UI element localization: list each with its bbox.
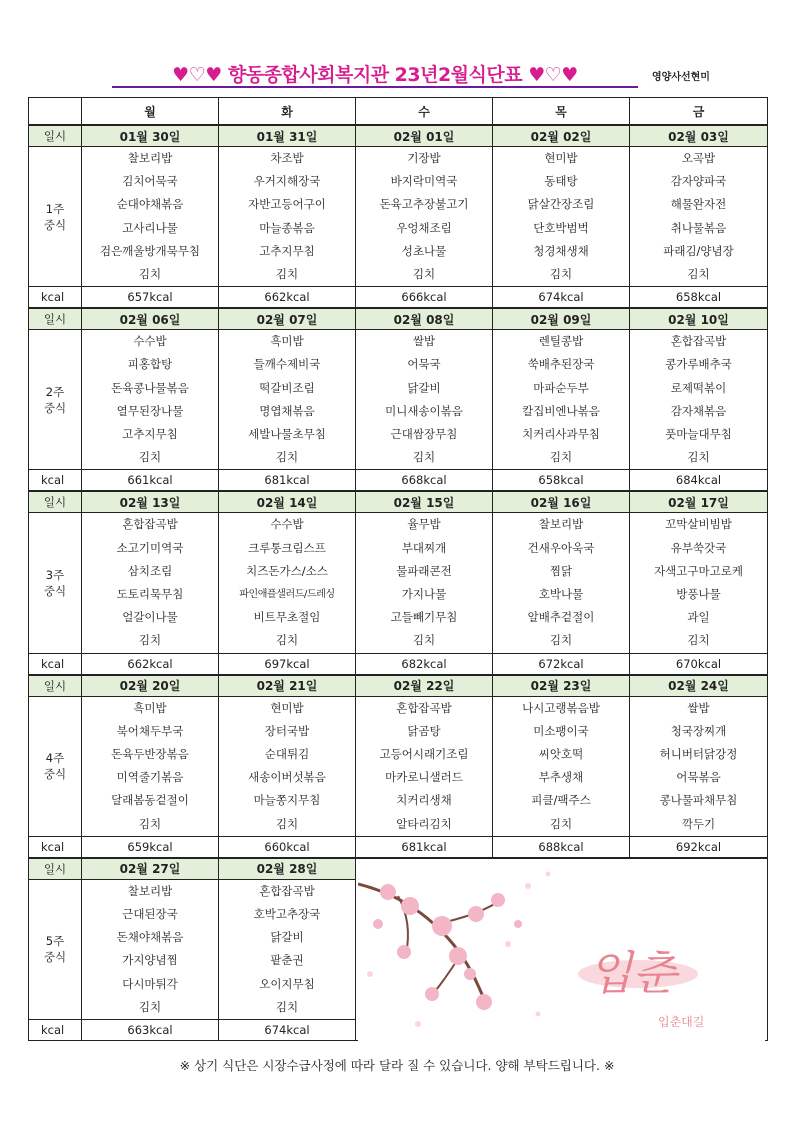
menu-row <box>29 423 768 446</box>
menu-item: 김치 <box>82 813 219 837</box>
menu-item: 닭갈비 <box>356 377 493 400</box>
menu-row <box>29 560 768 583</box>
menu-item: 피클/팩주스 <box>493 789 630 812</box>
menu-item: 자반고등어구이 <box>219 193 356 216</box>
menu-item: 콩가루배추국 <box>630 353 768 376</box>
page-title: ♥♡♥ 향동종합사회복지관 23년2월식단표 ♥♡♥ <box>172 64 578 86</box>
date-cell: 02월 07일 <box>219 308 356 330</box>
menu-item: 찰보리밥 <box>493 513 630 537</box>
date-cell: 02월 01일 <box>356 125 493 147</box>
date-label: 일시 <box>29 491 82 513</box>
week-label <box>29 696 82 836</box>
menu-item: 김치 <box>630 263 768 287</box>
kcal-value: 674kcal <box>493 287 630 309</box>
week-number: 1주 <box>45 201 65 216</box>
menu-item: 혼합잡곡밥 <box>356 696 493 720</box>
menu-item: 닭살간장조림 <box>493 193 630 216</box>
menu-item: 우엉채조림 <box>356 217 493 240</box>
kcal-label: kcal <box>29 836 82 858</box>
menu-item: 마카로니샐러드 <box>356 766 493 789</box>
menu-item: 알타리김치 <box>356 813 493 837</box>
date-row <box>29 125 768 147</box>
menu-row <box>29 629 768 653</box>
menu-row <box>29 743 768 766</box>
meal-type: 중식 <box>43 217 67 232</box>
kcal-value: 662kcal <box>219 287 356 309</box>
kcal-label: kcal <box>29 287 82 309</box>
title-underline <box>112 86 638 88</box>
menu-item: 미니새송이볶음 <box>356 400 493 423</box>
menu-item: 새송이버섯볶음 <box>219 766 356 789</box>
date-label: 일시 <box>29 308 82 330</box>
menu-item: 고추지무침 <box>82 423 219 446</box>
date-cell: 02월 06일 <box>82 308 219 330</box>
kcal-value: 697kcal <box>219 653 356 675</box>
week-number: 2주 <box>45 384 65 399</box>
date-cell: 02월 16일 <box>493 491 630 513</box>
menu-item: 김치 <box>219 813 356 837</box>
brush-calligraphy <box>578 946 704 1029</box>
week-label <box>29 879 82 1019</box>
menu-item: 김치 <box>630 446 768 470</box>
menu-item: 자색고구마고로케 <box>630 560 768 583</box>
menu-item: 장터국밥 <box>219 720 356 743</box>
menu-row <box>29 446 768 470</box>
kcal-value: 659kcal <box>82 836 219 858</box>
menu-item: 김치 <box>82 263 219 287</box>
menu-item: 칼집비엔나볶음 <box>493 400 630 423</box>
week-number: 4주 <box>45 751 65 766</box>
menu-item: 혼합잡곡밥 <box>82 513 219 537</box>
footer-note: ※ 상기 식단은 시장수급사정에 따라 달라 질 수 있습니다. 양해 부탁드립니다. ※ <box>179 1058 615 1073</box>
menu-item: 북어채두부국 <box>82 720 219 743</box>
date-cell: 02월 22일 <box>356 675 493 697</box>
menu-item: 닭갈비 <box>219 926 356 949</box>
menu-item: 김치 <box>82 629 219 653</box>
menu-item: 단호박범벅 <box>493 217 630 240</box>
kcal-value: 682kcal <box>356 653 493 675</box>
kcal-value: 657kcal <box>82 287 219 309</box>
date-cell: 02월 03일 <box>630 125 768 147</box>
menu-row <box>29 193 768 216</box>
menu-item: 김치 <box>493 446 630 470</box>
menu-item: 비트무초절임 <box>219 606 356 629</box>
date-cell: 02월 08일 <box>356 308 493 330</box>
meal-type: 중식 <box>43 767 67 782</box>
day-header: 수 <box>356 98 493 126</box>
date-cell: 02월 13일 <box>82 491 219 513</box>
menu-item: 순대튀김 <box>219 743 356 766</box>
menu-item: 가지양념찜 <box>82 949 219 972</box>
menu-item: 기장밥 <box>356 147 493 171</box>
menu-row <box>29 263 768 287</box>
menu-item: 돈육두반장볶음 <box>82 743 219 766</box>
menu-item: 쌀밥 <box>630 696 768 720</box>
menu-item: 김치 <box>356 446 493 470</box>
date-cell: 02월 28일 <box>219 858 356 880</box>
menu-item: 파인애플샐러드/드레싱 <box>219 583 356 606</box>
menu-item: 떡갈비조림 <box>219 377 356 400</box>
kcal-row <box>29 836 768 858</box>
menu-item: 청국장찌개 <box>630 720 768 743</box>
date-cell: 02월 15일 <box>356 491 493 513</box>
menu-row <box>29 696 768 720</box>
menu-item: 명엽채볶음 <box>219 400 356 423</box>
kcal-label: kcal <box>29 470 82 492</box>
menu-item: 현미밥 <box>219 696 356 720</box>
kcal-value: 663kcal <box>82 1020 219 1041</box>
date-row <box>29 675 768 697</box>
menu-row <box>29 606 768 629</box>
date-cell: 01월 31일 <box>219 125 356 147</box>
menu-item: 치커리사과무침 <box>493 423 630 446</box>
menu-row <box>29 147 768 171</box>
menu-item: 김치 <box>493 263 630 287</box>
title-row <box>0 52 794 92</box>
kcal-value: 688kcal <box>493 836 630 858</box>
menu-item: 돈채야채볶음 <box>82 926 219 949</box>
menu-item: 꼬막살비빔밥 <box>630 513 768 537</box>
menu-item: 콩나물파채무침 <box>630 789 768 812</box>
header-corner <box>29 98 82 126</box>
day-header-row <box>29 98 768 126</box>
date-cell: 02월 10일 <box>630 308 768 330</box>
cherry-blossom-image <box>358 864 765 1052</box>
kcal-value: 668kcal <box>356 470 493 492</box>
menu-item: 감자양파국 <box>630 170 768 193</box>
menu-item: 렌틸콩밥 <box>493 330 630 354</box>
menu-item: 로제떡볶이 <box>630 377 768 400</box>
menu-row <box>29 813 768 837</box>
date-cell: 02월 24일 <box>630 675 768 697</box>
menu-item: 깍두기 <box>630 813 768 837</box>
kcal-value: 658kcal <box>630 287 768 309</box>
menu-row <box>29 583 768 606</box>
menu-item: 고등어시래기조림 <box>356 743 493 766</box>
menu-row <box>29 377 768 400</box>
menu-item: 차조밥 <box>219 147 356 171</box>
date-cell: 02월 21일 <box>219 675 356 697</box>
date-cell: 02월 09일 <box>493 308 630 330</box>
menu-item: 돈육콩나물볶음 <box>82 377 219 400</box>
kcal-value: 661kcal <box>82 470 219 492</box>
menu-item: 김치어묵국 <box>82 170 219 193</box>
date-row <box>29 308 768 330</box>
menu-item: 과일 <box>630 606 768 629</box>
menu-row <box>29 330 768 354</box>
date-row <box>29 491 768 513</box>
kcal-row <box>29 287 768 309</box>
menu-item: 순대야채볶음 <box>82 193 219 216</box>
menu-item: 미역줄기볶음 <box>82 766 219 789</box>
menu-item: 건새우아욱국 <box>493 537 630 560</box>
menu-item: 치커리생채 <box>356 789 493 812</box>
menu-item: 김치 <box>630 629 768 653</box>
kcal-value: 658kcal <box>493 470 630 492</box>
menu-item: 부추생채 <box>493 766 630 789</box>
menu-row <box>29 217 768 240</box>
date-cell: 02월 14일 <box>219 491 356 513</box>
menu-item: 근대쌈장무침 <box>356 423 493 446</box>
menu-item: 호박나물 <box>493 583 630 606</box>
menu-item: 김치 <box>493 813 630 837</box>
day-header: 금 <box>630 98 768 126</box>
menu-item: 달래봄동겉절이 <box>82 789 219 812</box>
menu-item: 율무밥 <box>356 513 493 537</box>
date-cell: 02월 27일 <box>82 858 219 880</box>
menu-item: 나시고랭볶음밥 <box>493 696 630 720</box>
menu-item: 호박고추장국 <box>219 903 356 926</box>
menu-item: 감자채볶음 <box>630 400 768 423</box>
menu-item: 찰보리밥 <box>82 147 219 171</box>
date-cell: 02월 20일 <box>82 675 219 697</box>
menu-item: 성초나물 <box>356 240 493 263</box>
menu-row <box>29 400 768 423</box>
menu-row <box>29 353 768 376</box>
menu-item: 방풍나물 <box>630 583 768 606</box>
author-label: 영양사선현미 <box>652 72 710 83</box>
meal-type: 중식 <box>43 584 67 599</box>
menu-item: 김치 <box>356 263 493 287</box>
menu-item: 고들빼기무침 <box>356 606 493 629</box>
menu-row <box>29 789 768 812</box>
kcal-value: 681kcal <box>356 836 493 858</box>
menu-item: 어묵볶음 <box>630 766 768 789</box>
menu-item: 동태탕 <box>493 170 630 193</box>
menu-item: 도토리묵무침 <box>82 583 219 606</box>
menu-item: 청경채생채 <box>493 240 630 263</box>
date-label: 일시 <box>29 858 82 880</box>
menu-item: 혼합잡곡밥 <box>219 879 356 903</box>
menu-item: 치즈돈가스/소스 <box>219 560 356 583</box>
spring-decoration <box>358 864 765 1052</box>
menu-item: 삼치조림 <box>82 560 219 583</box>
kcal-value: 666kcal <box>356 287 493 309</box>
menu-item: 쑥배추된장국 <box>493 353 630 376</box>
day-header: 화 <box>219 98 356 126</box>
menu-item: 김치 <box>82 446 219 470</box>
menu-item: 파래김/양념장 <box>630 240 768 263</box>
menu-row <box>29 240 768 263</box>
menu-item: 취나물볶음 <box>630 217 768 240</box>
menu-item: 가지나물 <box>356 583 493 606</box>
menu-row <box>29 537 768 560</box>
menu-item: 미소팽이국 <box>493 720 630 743</box>
week-label <box>29 330 82 470</box>
menu-item: 유부쑥갓국 <box>630 537 768 560</box>
week-label <box>29 147 82 287</box>
menu-item: 크루통크림스프 <box>219 537 356 560</box>
menu-item: 김치 <box>82 996 219 1020</box>
date-cell: 02월 02일 <box>493 125 630 147</box>
kcal-label: kcal <box>29 653 82 675</box>
date-label: 일시 <box>29 675 82 697</box>
menu-row <box>29 720 768 743</box>
date-label: 일시 <box>29 125 82 147</box>
date-cell: 01월 30일 <box>82 125 219 147</box>
menu-row <box>29 513 768 537</box>
kcal-value: 692kcal <box>630 836 768 858</box>
date-cell: 02월 23일 <box>493 675 630 697</box>
menu-item: 오이지무침 <box>219 973 356 996</box>
menu-item: 김치 <box>219 996 356 1020</box>
meal-type: 중식 <box>43 950 67 965</box>
menu-item: 오곡밥 <box>630 147 768 171</box>
menu-item: 돈육고추장불고기 <box>356 193 493 216</box>
menu-row <box>29 766 768 789</box>
menu-item: 찜닭 <box>493 560 630 583</box>
menu-item: 씨앗호떡 <box>493 743 630 766</box>
menu-item: 찰보리밥 <box>82 879 219 903</box>
week-number: 5주 <box>45 934 65 949</box>
week-label <box>29 513 82 653</box>
menu-item: 마늘쫑지무침 <box>219 789 356 812</box>
menu-item: 물파래콘전 <box>356 560 493 583</box>
menu-item: 부대찌개 <box>356 537 493 560</box>
menu-item: 수수밥 <box>82 330 219 354</box>
kcal-label: kcal <box>29 1020 82 1041</box>
menu-item: 김치 <box>219 446 356 470</box>
menu-item: 혼합잡곡밥 <box>630 330 768 354</box>
kcal-value: 660kcal <box>219 836 356 858</box>
menu-item: 들깨수제비국 <box>219 353 356 376</box>
menu-item: 우거지해장국 <box>219 170 356 193</box>
menu-item: 알배추겉절이 <box>493 606 630 629</box>
menu-item: 수수밥 <box>219 513 356 537</box>
menu-item: 김치 <box>356 629 493 653</box>
menu-item: 현미밥 <box>493 147 630 171</box>
kcal-row <box>29 470 768 492</box>
menu-item: 피홍합탕 <box>82 353 219 376</box>
menu-item: 소고기미역국 <box>82 537 219 560</box>
menu-item: 흑미밥 <box>219 330 356 354</box>
menu-item: 어묵국 <box>356 353 493 376</box>
menu-item: 김치 <box>219 629 356 653</box>
menu-item: 해물완자전 <box>630 193 768 216</box>
kcal-value: 662kcal <box>82 653 219 675</box>
menu-item: 고사리나물 <box>82 217 219 240</box>
menu-item: 풋마늘대무침 <box>630 423 768 446</box>
kcal-value: 681kcal <box>219 470 356 492</box>
menu-item: 팥춘권 <box>219 949 356 972</box>
kcal-value: 670kcal <box>630 653 768 675</box>
kcal-value: 684kcal <box>630 470 768 492</box>
blossom-branch <box>358 884 498 1004</box>
menu-row <box>29 170 768 193</box>
day-header: 목 <box>493 98 630 126</box>
meal-type: 중식 <box>43 400 67 415</box>
menu-item: 허니버터닭강정 <box>630 743 768 766</box>
day-header: 월 <box>82 98 219 126</box>
kcal-row <box>29 653 768 675</box>
calligraphy-subtext: 입춘대길 <box>658 1015 705 1029</box>
menu-item: 김치 <box>219 263 356 287</box>
menu-item: 마늘종볶음 <box>219 217 356 240</box>
calligraphy-text: 입춘 <box>588 946 677 1000</box>
menu-item: 열무된장나물 <box>82 400 219 423</box>
menu-item: 다시마튀각 <box>82 973 219 996</box>
week-number: 3주 <box>45 567 65 582</box>
menu-item: 근대된장국 <box>82 903 219 926</box>
blossom-flowers <box>373 884 522 1010</box>
kcal-value: 674kcal <box>219 1020 356 1041</box>
menu-item: 고추지무침 <box>219 240 356 263</box>
menu-item: 세발나물초무침 <box>219 423 356 446</box>
menu-item: 닭곰탕 <box>356 720 493 743</box>
menu-item: 쌀밥 <box>356 330 493 354</box>
kcal-value: 672kcal <box>493 653 630 675</box>
menu-item: 바지락미역국 <box>356 170 493 193</box>
menu-item: 검은깨울방개묵무침 <box>82 240 219 263</box>
menu-item: 흑미밥 <box>82 696 219 720</box>
menu-item: 얼갈이나물 <box>82 606 219 629</box>
date-cell: 02월 17일 <box>630 491 768 513</box>
menu-item: 마파순두부 <box>493 377 630 400</box>
menu-item: 김치 <box>493 629 630 653</box>
